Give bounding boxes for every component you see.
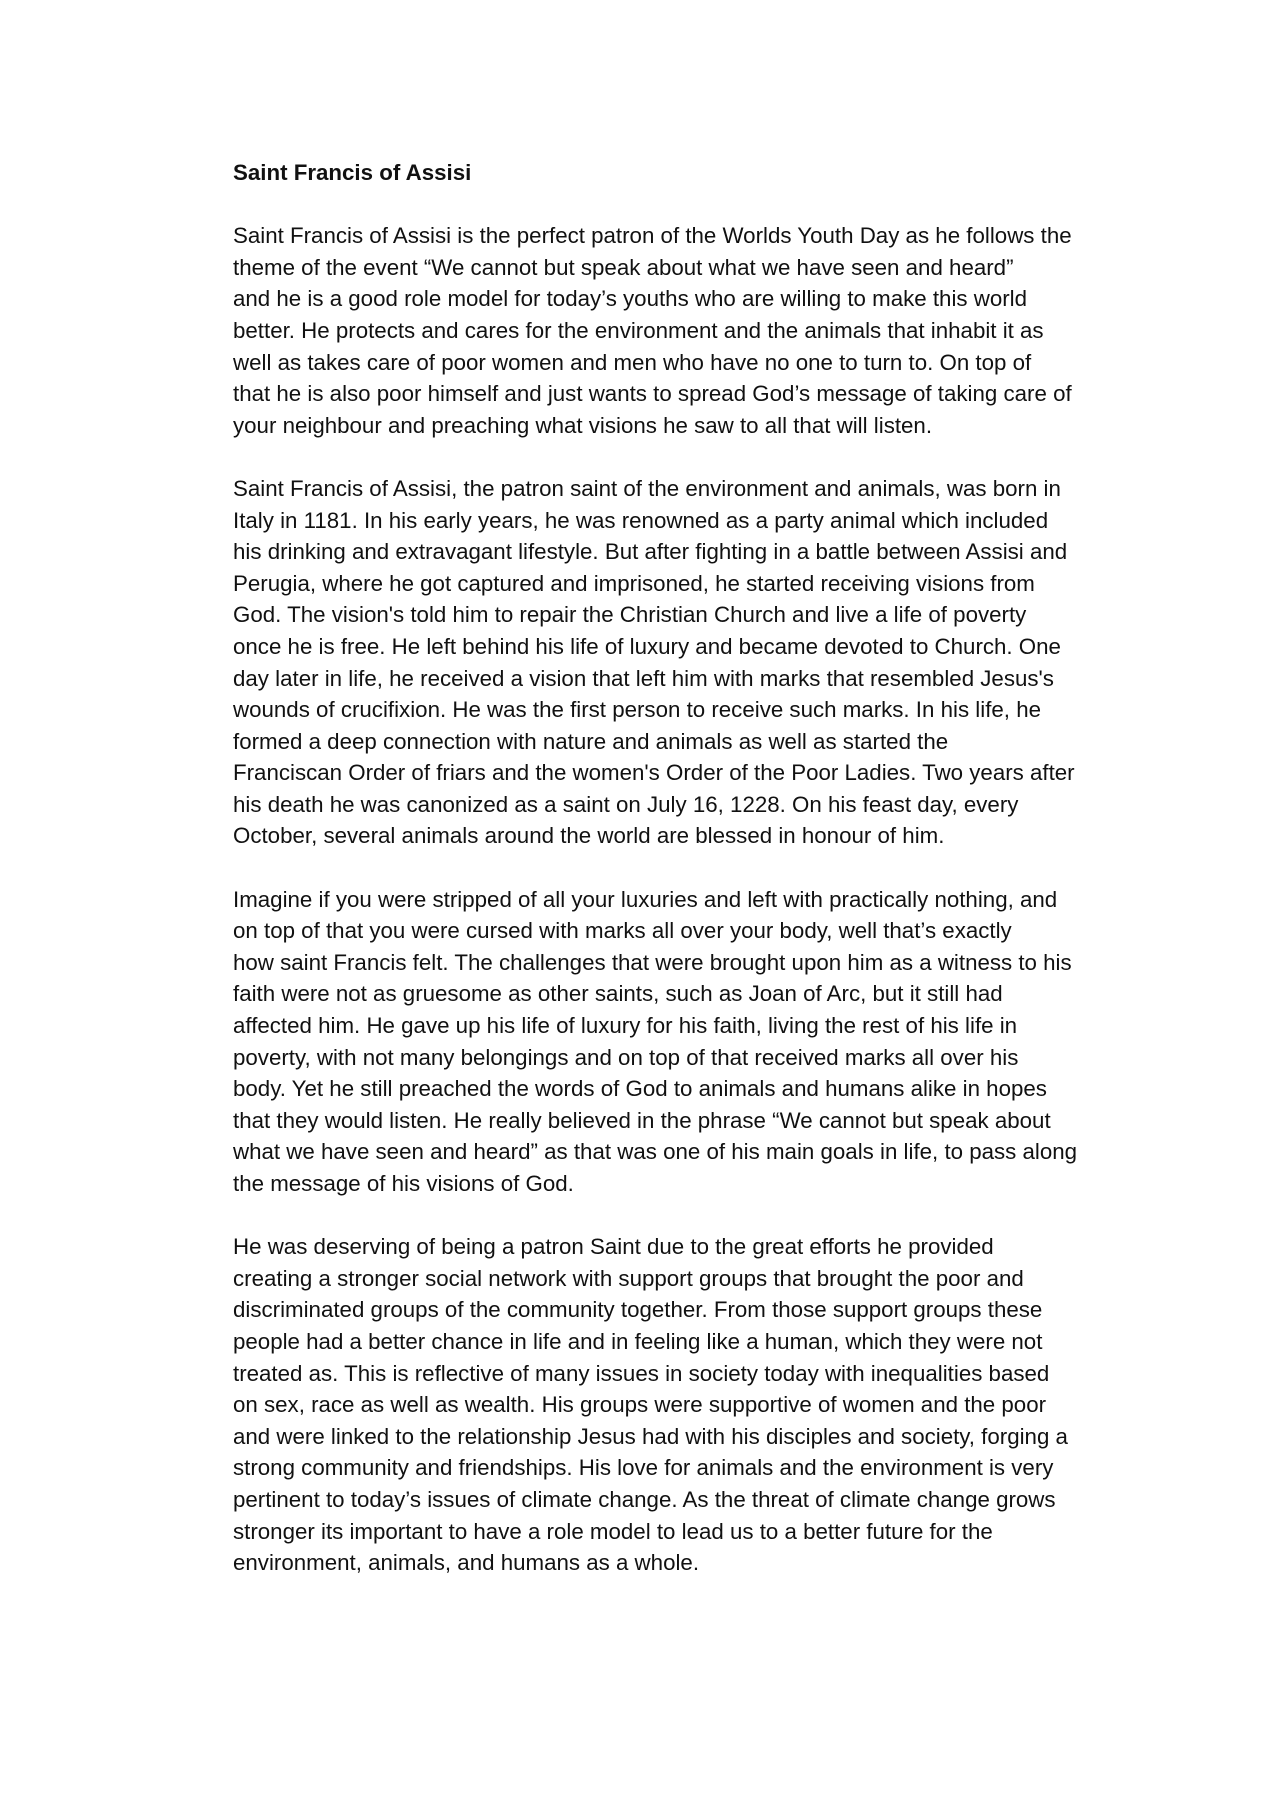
paragraph-line: that he is also poor himself and just wants to spread God’s message of taking care of [233,381,1072,407]
paragraph-container [233,220,1133,1579]
paragraph-line: on sex, race as well as wealth. His groups were supportive of women and the poor [233,1392,1047,1418]
paragraph-line: wounds of crucifixion. He was the first person to receive such marks. In his life, he [233,697,1041,723]
paragraph-line: creating a stronger social network with support groups that brought the poor and [233,1265,1024,1291]
paragraph-line: pertinent to today’s issues of climate change. As the threat of climate change grows [233,1486,1056,1512]
paragraph-line: Saint Francis of Assisi is the perfect patron of the Worlds Youth Day as he follows the [233,223,1072,249]
paragraph-line: Italy in 1181. In his early years, he was renowned as a party animal which included [233,507,1049,533]
paragraph-line: his death he was canonized as a saint on July 16, 1228. On his feast day, every [233,791,1019,817]
paragraph-line: God. The vision's told him to repair the Christian Church and live a life of poverty [233,602,1027,628]
paragraph-line: treated as. This is reflective of many issues in society today with inequalities based [233,1360,1050,1386]
paragraph-line: Perugia, where he got captured and imprisoned, he started receiving visions from [233,570,1035,596]
paragraph-line: strong community and friendships. His love for animals and the environment is very [233,1455,1054,1481]
paragraph-line: faith were not as gruesome as other saints, such as Joan of Arc, but it still had [233,981,1003,1007]
paragraph-line: how saint Francis felt. The challenges that were brought upon him as a witness to his [233,949,1072,975]
paragraph-2 [233,473,1133,852]
paragraph-1 [233,220,1133,441]
paragraph-line: He was deserving of being a patron Saint due to the great efforts he provided [233,1234,994,1260]
paragraph-line: Imagine if you were stripped of all your luxuries and left with practically nothing, and [233,886,1058,912]
paragraph-line: once he is free. He left behind his life of luxury and became devoted to Church. One [233,633,1061,659]
paragraph-4 [233,1231,1133,1579]
paragraph-line: day later in life, he received a vision that left him with marks that resembled Jesus's [233,665,1054,691]
paragraph-line: what we have seen and heard” as that was one of his main goals in life, to pass along [233,1139,1078,1165]
paragraph-line: Saint Francis of Assisi, the patron saint of the environment and animals, was born in [233,475,1061,501]
paragraph-line: and he is a good role model for today’s youths who are willing to make this world [233,286,1028,312]
paragraph-line: the message of his visions of God. [233,1171,574,1196]
paragraph-line: affected him. He gave up his life of luxury for his faith, living the rest of his life in [233,1013,1018,1039]
paragraph-line: poverty, with not many belongings and on top of that received marks all over his [233,1044,1019,1070]
paragraph-line: discriminated groups of the community together. From those support groups these [233,1297,1043,1323]
paragraph-line: theme of the event “We cannot but speak about what we have seen and heard” [233,254,1014,280]
paragraph-3 [233,884,1133,1200]
paragraph-line: body. Yet he still preached the words of God to animals and humans alike in hopes [233,1076,1047,1102]
paragraph-line: people had a better chance in life and in feeling like a human, which they were not [233,1328,1043,1354]
paragraph-line: and were linked to the relationship Jesus had with his disciples and society, forging a [233,1423,1068,1449]
paragraph-line: Franciscan Order of friars and the women's Order of the Poor Ladies. Two years after [233,760,1075,786]
paragraph-line: well as takes care of poor women and men who have no one to turn to. On top of [233,349,1032,375]
document-body [233,157,1133,1579]
paragraph-line: on top of that you were cursed with marks all over your body, well that’s exactly [233,918,1012,944]
paragraph-line: October, several animals around the world are blessed in honour of him. [233,823,945,849]
paragraph-line: your neighbour and preaching what visions he saw to all that will listen. [233,412,933,438]
document-title: Saint Francis of Assisi [233,160,472,185]
paragraph-line: formed a deep connection with nature and animals as well as started the [233,728,949,754]
paragraph-line: his drinking and extravagant lifestyle. But after fighting in a battle between Assisi and [233,539,1068,565]
paragraph-line: better. He protects and cares for the environment and the animals that inhabit it as [233,317,1044,343]
paragraph-line: environment, animals, and humans as a whole. [233,1550,700,1576]
paragraph-line: stronger its important to have a role model to lead us to a better future for the [233,1518,993,1544]
paragraph-line: that they would listen. He really believed in the phrase “We cannot but speak about [233,1107,1051,1133]
